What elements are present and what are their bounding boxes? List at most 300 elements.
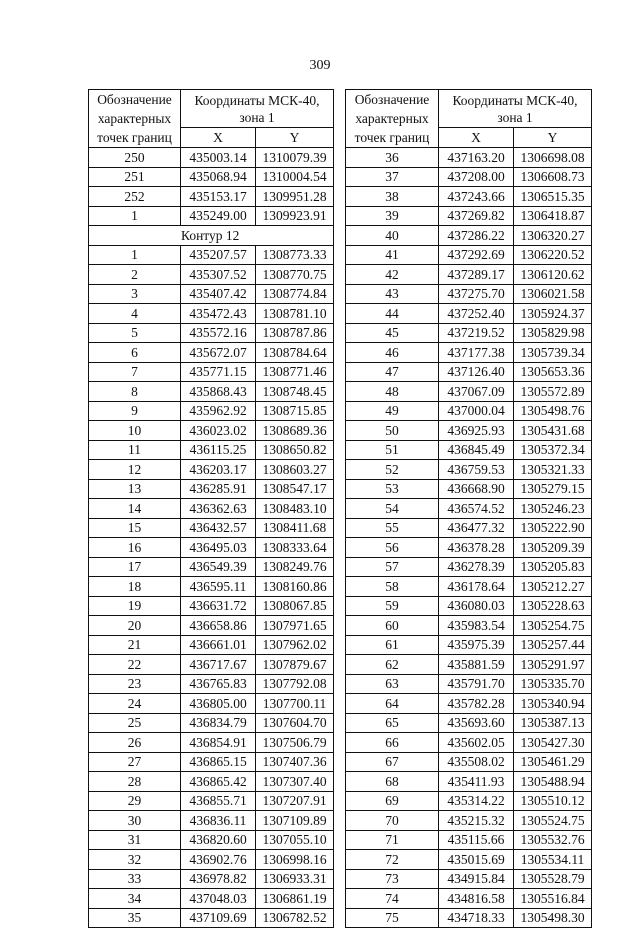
x-coordinate-cell: 435314.22	[439, 791, 514, 811]
point-id-cell: 9	[89, 401, 181, 421]
y-column-header: Y	[256, 128, 334, 148]
point-id-cell: 75	[346, 908, 439, 928]
y-coordinate-cell: 1305532.76	[514, 830, 592, 850]
point-id-cell: 47	[346, 362, 439, 382]
x-coordinate-cell: 434718.33	[439, 908, 514, 928]
point-id-cell: 55	[346, 518, 439, 538]
coords-group-header	[181, 90, 334, 128]
point-id-cell: 48	[346, 382, 439, 402]
point-id-cell: 18	[89, 577, 181, 597]
designation-header	[89, 90, 181, 148]
x-coordinate-cell: 436023.02	[181, 421, 256, 441]
y-coordinate-cell: 1305427.30	[514, 733, 592, 753]
y-coordinate-cell: 1308773.33	[256, 245, 334, 265]
table-row	[346, 869, 592, 889]
x-coordinate-cell: 435975.39	[439, 635, 514, 655]
table-row	[346, 265, 592, 285]
table-row	[346, 557, 592, 577]
x-coordinate-cell: 435868.43	[181, 382, 256, 402]
x-coordinate-cell: 435407.42	[181, 284, 256, 304]
x-coordinate-cell: 436902.76	[181, 850, 256, 870]
y-coordinate-cell: 1307055.10	[256, 830, 334, 850]
y-coordinate-cell: 1308787.86	[256, 323, 334, 343]
x-coordinate-cell: 436834.79	[181, 713, 256, 733]
table-row	[89, 460, 334, 480]
x-coordinate-cell: 436495.03	[181, 538, 256, 558]
table-row	[346, 694, 592, 714]
y-coordinate-cell: 1305534.11	[514, 850, 592, 870]
point-id-cell: 8	[89, 382, 181, 402]
point-id-cell: 14	[89, 499, 181, 519]
x-coordinate-cell: 436717.67	[181, 655, 256, 675]
point-id-cell: 72	[346, 850, 439, 870]
y-coordinate-cell: 1307792.08	[256, 674, 334, 694]
y-coordinate-cell: 1305279.15	[514, 479, 592, 499]
x-coordinate-cell: 436865.15	[181, 752, 256, 772]
x-coordinate-cell: 435672.07	[181, 343, 256, 363]
point-id-cell: 28	[89, 772, 181, 792]
y-coordinate-cell: 1307879.67	[256, 655, 334, 675]
table-row	[346, 830, 592, 850]
y-coordinate-cell: 1308411.68	[256, 518, 334, 538]
table-row	[346, 206, 592, 226]
x-coordinate-cell: 435962.92	[181, 401, 256, 421]
point-id-cell: 5	[89, 323, 181, 343]
point-id-cell: 38	[346, 187, 439, 207]
point-id-cell: 41	[346, 245, 439, 265]
point-id-cell: 21	[89, 635, 181, 655]
y-coordinate-cell: 1305340.94	[514, 694, 592, 714]
y-coordinate-cell: 1308784.64	[256, 343, 334, 363]
x-coordinate-cell: 436668.90	[439, 479, 514, 499]
y-coordinate-cell: 1305488.94	[514, 772, 592, 792]
x-coordinate-cell: 436432.57	[181, 518, 256, 538]
point-id-cell: 40	[346, 226, 439, 246]
y-coordinate-cell: 1307700.11	[256, 694, 334, 714]
point-id-cell: 29	[89, 791, 181, 811]
table-row	[346, 245, 592, 265]
y-coordinate-cell: 1308650.82	[256, 440, 334, 460]
y-coordinate-cell: 1305335.70	[514, 674, 592, 694]
point-id-cell: 56	[346, 538, 439, 558]
point-id-cell: 12	[89, 460, 181, 480]
y-coordinate-cell: 1308603.27	[256, 460, 334, 480]
y-coordinate-cell: 1306021.58	[514, 284, 592, 304]
y-coordinate-cell: 1307971.65	[256, 616, 334, 636]
table-row	[89, 713, 334, 733]
table-row	[89, 245, 334, 265]
x-coordinate-cell: 436759.53	[439, 460, 514, 480]
y-coordinate-cell: 1305510.12	[514, 791, 592, 811]
table-row	[89, 206, 334, 226]
x-coordinate-cell: 435602.05	[439, 733, 514, 753]
coords-group-header-line: Координаты МСК-40,	[194, 92, 320, 108]
x-coordinate-cell: 435508.02	[439, 752, 514, 772]
table-row	[346, 401, 592, 421]
point-id-cell: 67	[346, 752, 439, 772]
y-coordinate-cell: 1306861.19	[256, 889, 334, 909]
x-coordinate-cell: 436595.11	[181, 577, 256, 597]
x-coordinate-cell: 436080.03	[439, 596, 514, 616]
y-coordinate-cell: 1305212.27	[514, 577, 592, 597]
y-coordinate-cell: 1308333.64	[256, 538, 334, 558]
table-row	[346, 850, 592, 870]
x-coordinate-cell: 436661.01	[181, 635, 256, 655]
table-row	[89, 596, 334, 616]
x-coordinate-cell: 435015.69	[439, 850, 514, 870]
point-id-cell: 31	[89, 830, 181, 850]
table-row	[89, 382, 334, 402]
x-column-header: X	[181, 128, 256, 148]
point-id-cell: 57	[346, 557, 439, 577]
point-id-cell: 25	[89, 713, 181, 733]
x-coordinate-cell: 436574.52	[439, 499, 514, 519]
x-coordinate-cell: 435782.28	[439, 694, 514, 714]
x-coordinate-cell: 435215.32	[439, 811, 514, 831]
point-id-cell: 7	[89, 362, 181, 382]
y-coordinate-cell: 1307506.79	[256, 733, 334, 753]
x-coordinate-cell: 437177.38	[439, 343, 514, 363]
x-coordinate-cell: 436805.00	[181, 694, 256, 714]
x-coordinate-cell: 437126.40	[439, 362, 514, 382]
point-id-cell: 54	[346, 499, 439, 519]
designation-header	[346, 90, 439, 148]
x-coordinate-cell: 435572.16	[181, 323, 256, 343]
point-id-cell: 46	[346, 343, 439, 363]
point-id-cell: 63	[346, 674, 439, 694]
table-row	[89, 362, 334, 382]
point-id-cell: 62	[346, 655, 439, 675]
table-row	[346, 655, 592, 675]
point-id-cell: 42	[346, 265, 439, 285]
y-coordinate-cell: 1305739.34	[514, 343, 592, 363]
y-coordinate-cell: 1305205.83	[514, 557, 592, 577]
point-id-cell: 252	[89, 187, 181, 207]
table-row	[346, 460, 592, 480]
table-row	[346, 538, 592, 558]
table-row	[346, 596, 592, 616]
x-coordinate-cell: 436178.64	[439, 577, 514, 597]
y-coordinate-cell: 1305516.84	[514, 889, 592, 909]
point-id-cell: 19	[89, 596, 181, 616]
x-coordinate-cell: 435249.00	[181, 206, 256, 226]
y-coordinate-cell: 1306320.27	[514, 226, 592, 246]
x-column-header: X	[439, 128, 514, 148]
point-id-cell: 3	[89, 284, 181, 304]
table-row	[346, 791, 592, 811]
table-row	[346, 479, 592, 499]
point-id-cell: 30	[89, 811, 181, 831]
y-coordinate-cell: 1305572.89	[514, 382, 592, 402]
table-row	[346, 284, 592, 304]
y-coordinate-cell: 1305254.75	[514, 616, 592, 636]
point-id-cell: 51	[346, 440, 439, 460]
x-coordinate-cell: 437048.03	[181, 889, 256, 909]
designation-header-line: Обозначение	[354, 92, 430, 107]
y-coordinate-cell: 1308781.10	[256, 304, 334, 324]
table-row	[346, 382, 592, 402]
y-coordinate-cell: 1307207.91	[256, 791, 334, 811]
x-coordinate-cell: 434915.84	[439, 869, 514, 889]
x-coordinate-cell: 436378.28	[439, 538, 514, 558]
y-coordinate-cell: 1305829.98	[514, 323, 592, 343]
table-row	[346, 323, 592, 343]
point-id-cell: 64	[346, 694, 439, 714]
point-id-cell: 52	[346, 460, 439, 480]
point-id-cell: 59	[346, 596, 439, 616]
x-coordinate-cell: 436978.82	[181, 869, 256, 889]
x-coordinate-cell: 435693.60	[439, 713, 514, 733]
point-id-cell: 44	[346, 304, 439, 324]
point-id-cell: 33	[89, 869, 181, 889]
table-row	[346, 772, 592, 792]
point-id-cell: 251	[89, 167, 181, 187]
table-row	[346, 908, 592, 928]
table-row	[89, 830, 334, 850]
point-id-cell: 32	[89, 850, 181, 870]
table-row	[89, 889, 334, 909]
point-id-cell: 1	[89, 206, 181, 226]
point-id-cell: 2	[89, 265, 181, 285]
y-coordinate-cell: 1305209.39	[514, 538, 592, 558]
x-coordinate-cell: 435068.94	[181, 167, 256, 187]
table-row	[346, 148, 592, 168]
y-coordinate-cell: 1308771.46	[256, 362, 334, 382]
x-coordinate-cell: 436855.71	[181, 791, 256, 811]
table-row	[346, 167, 592, 187]
designation-header-line: точек границ	[97, 130, 172, 145]
x-coordinate-cell: 435153.17	[181, 187, 256, 207]
x-coordinate-cell: 436549.39	[181, 557, 256, 577]
table-row	[346, 674, 592, 694]
x-coordinate-cell: 437292.69	[439, 245, 514, 265]
table-row	[346, 440, 592, 460]
table-row	[89, 518, 334, 538]
y-coordinate-cell: 1307604.70	[256, 713, 334, 733]
y-coordinate-cell: 1308715.85	[256, 401, 334, 421]
table-row	[89, 167, 334, 187]
point-id-cell: 45	[346, 323, 439, 343]
point-id-cell: 35	[89, 908, 181, 928]
table-row	[89, 850, 334, 870]
table-row	[89, 577, 334, 597]
point-id-cell: 17	[89, 557, 181, 577]
table-row	[89, 655, 334, 675]
contour-row	[89, 226, 334, 246]
table-row	[346, 811, 592, 831]
y-coordinate-cell: 1308748.45	[256, 382, 334, 402]
x-coordinate-cell: 436285.91	[181, 479, 256, 499]
y-coordinate-cell: 1308770.75	[256, 265, 334, 285]
table-row	[89, 557, 334, 577]
y-coordinate-cell: 1307109.89	[256, 811, 334, 831]
x-coordinate-cell: 436203.17	[181, 460, 256, 480]
point-id-cell: 11	[89, 440, 181, 460]
y-column-header: Y	[514, 128, 592, 148]
y-coordinate-cell: 1305291.97	[514, 655, 592, 675]
y-coordinate-cell: 1305498.76	[514, 401, 592, 421]
y-coordinate-cell: 1305387.13	[514, 713, 592, 733]
y-coordinate-cell: 1305528.79	[514, 869, 592, 889]
point-id-cell: 73	[346, 869, 439, 889]
header-row	[346, 90, 592, 128]
table-row	[89, 752, 334, 772]
point-id-cell: 16	[89, 538, 181, 558]
x-coordinate-cell: 436925.93	[439, 421, 514, 441]
designation-header-line: характерных	[355, 111, 429, 126]
table-row	[346, 889, 592, 909]
x-coordinate-cell: 435881.59	[439, 655, 514, 675]
y-coordinate-cell: 1306698.08	[514, 148, 592, 168]
y-coordinate-cell: 1306998.16	[256, 850, 334, 870]
x-coordinate-cell: 436658.86	[181, 616, 256, 636]
x-coordinate-cell: 436820.60	[181, 830, 256, 850]
x-coordinate-cell: 437067.09	[439, 382, 514, 402]
table-row	[89, 694, 334, 714]
point-id-cell: 23	[89, 674, 181, 694]
point-id-cell: 53	[346, 479, 439, 499]
x-coordinate-cell: 435115.66	[439, 830, 514, 850]
x-coordinate-cell: 436836.11	[181, 811, 256, 831]
y-coordinate-cell: 1306120.62	[514, 265, 592, 285]
x-coordinate-cell: 437219.52	[439, 323, 514, 343]
point-id-cell: 61	[346, 635, 439, 655]
point-id-cell: 49	[346, 401, 439, 421]
coordinates-table-right-body	[346, 90, 592, 928]
table-row	[89, 811, 334, 831]
point-id-cell: 68	[346, 772, 439, 792]
table-row	[346, 187, 592, 207]
table-row	[89, 869, 334, 889]
y-coordinate-cell: 1309951.28	[256, 187, 334, 207]
x-coordinate-cell: 436845.49	[439, 440, 514, 460]
designation-header-line: Обозначение	[97, 92, 172, 107]
x-coordinate-cell: 436362.63	[181, 499, 256, 519]
x-coordinate-cell: 434816.58	[439, 889, 514, 909]
table-row	[89, 479, 334, 499]
table-row	[89, 284, 334, 304]
y-coordinate-cell: 1309923.91	[256, 206, 334, 226]
point-id-cell: 43	[346, 284, 439, 304]
coordinates-table-right	[345, 89, 592, 928]
y-coordinate-cell: 1308689.36	[256, 421, 334, 441]
x-coordinate-cell: 435307.52	[181, 265, 256, 285]
designation-header-line: характерных	[97, 111, 172, 126]
table-row	[346, 635, 592, 655]
table-row	[89, 401, 334, 421]
point-id-cell: 6	[89, 343, 181, 363]
x-coordinate-cell: 435983.54	[439, 616, 514, 636]
x-coordinate-cell: 437269.82	[439, 206, 514, 226]
x-coordinate-cell: 435003.14	[181, 148, 256, 168]
point-id-cell: 10	[89, 421, 181, 441]
coordinates-table-left-body	[89, 90, 334, 928]
table-row	[346, 421, 592, 441]
table-row	[346, 733, 592, 753]
y-coordinate-cell: 1305228.63	[514, 596, 592, 616]
x-coordinate-cell: 436765.83	[181, 674, 256, 694]
y-coordinate-cell: 1305246.23	[514, 499, 592, 519]
table-row	[346, 577, 592, 597]
y-coordinate-cell: 1305924.37	[514, 304, 592, 324]
y-coordinate-cell: 1305524.75	[514, 811, 592, 831]
coords-group-header-line: зона 1	[239, 109, 275, 125]
table-row	[89, 772, 334, 792]
y-coordinate-cell: 1305372.34	[514, 440, 592, 460]
y-coordinate-cell: 1308067.85	[256, 596, 334, 616]
point-id-cell: 22	[89, 655, 181, 675]
point-id-cell: 13	[89, 479, 181, 499]
point-id-cell: 69	[346, 791, 439, 811]
point-id-cell: 1	[89, 245, 181, 265]
x-coordinate-cell: 436477.32	[439, 518, 514, 538]
table-row	[89, 187, 334, 207]
table-row	[346, 226, 592, 246]
x-coordinate-cell: 437109.69	[181, 908, 256, 928]
point-id-cell: 15	[89, 518, 181, 538]
table-row	[89, 343, 334, 363]
point-id-cell: 39	[346, 206, 439, 226]
coords-group-header-line: зона 1	[497, 109, 533, 125]
y-coordinate-cell: 1306608.73	[514, 167, 592, 187]
table-row	[89, 440, 334, 460]
table-row	[346, 518, 592, 538]
table-row	[89, 635, 334, 655]
coordinates-table-left	[88, 89, 334, 928]
point-id-cell: 24	[89, 694, 181, 714]
x-coordinate-cell: 435472.43	[181, 304, 256, 324]
y-coordinate-cell: 1305222.90	[514, 518, 592, 538]
table-row	[89, 674, 334, 694]
y-coordinate-cell: 1306418.87	[514, 206, 592, 226]
y-coordinate-cell: 1305257.44	[514, 635, 592, 655]
point-id-cell: 250	[89, 148, 181, 168]
designation-header-line: точек границ	[354, 130, 430, 145]
page-number: 309	[309, 58, 331, 73]
x-coordinate-cell: 436854.91	[181, 733, 256, 753]
table-row	[89, 148, 334, 168]
y-coordinate-cell: 1306933.31	[256, 869, 334, 889]
table-row	[346, 362, 592, 382]
table-row	[89, 323, 334, 343]
table-row	[89, 616, 334, 636]
y-coordinate-cell: 1305461.29	[514, 752, 592, 772]
x-coordinate-cell: 435411.93	[439, 772, 514, 792]
x-coordinate-cell: 435207.57	[181, 245, 256, 265]
y-coordinate-cell: 1307407.36	[256, 752, 334, 772]
y-coordinate-cell: 1305653.36	[514, 362, 592, 382]
point-id-cell: 74	[346, 889, 439, 909]
point-id-cell: 65	[346, 713, 439, 733]
table-row	[89, 733, 334, 753]
y-coordinate-cell: 1310079.39	[256, 148, 334, 168]
table-row	[89, 304, 334, 324]
y-coordinate-cell: 1310004.54	[256, 167, 334, 187]
x-coordinate-cell: 437289.17	[439, 265, 514, 285]
y-coordinate-cell: 1305431.68	[514, 421, 592, 441]
x-coordinate-cell: 436631.72	[181, 596, 256, 616]
x-coordinate-cell: 437208.00	[439, 167, 514, 187]
point-id-cell: 27	[89, 752, 181, 772]
y-coordinate-cell: 1307307.40	[256, 772, 334, 792]
point-id-cell: 34	[89, 889, 181, 909]
x-coordinate-cell: 436115.25	[181, 440, 256, 460]
y-coordinate-cell: 1308249.76	[256, 557, 334, 577]
table-row	[346, 304, 592, 324]
table-row	[89, 538, 334, 558]
point-id-cell: 60	[346, 616, 439, 636]
point-id-cell: 70	[346, 811, 439, 831]
